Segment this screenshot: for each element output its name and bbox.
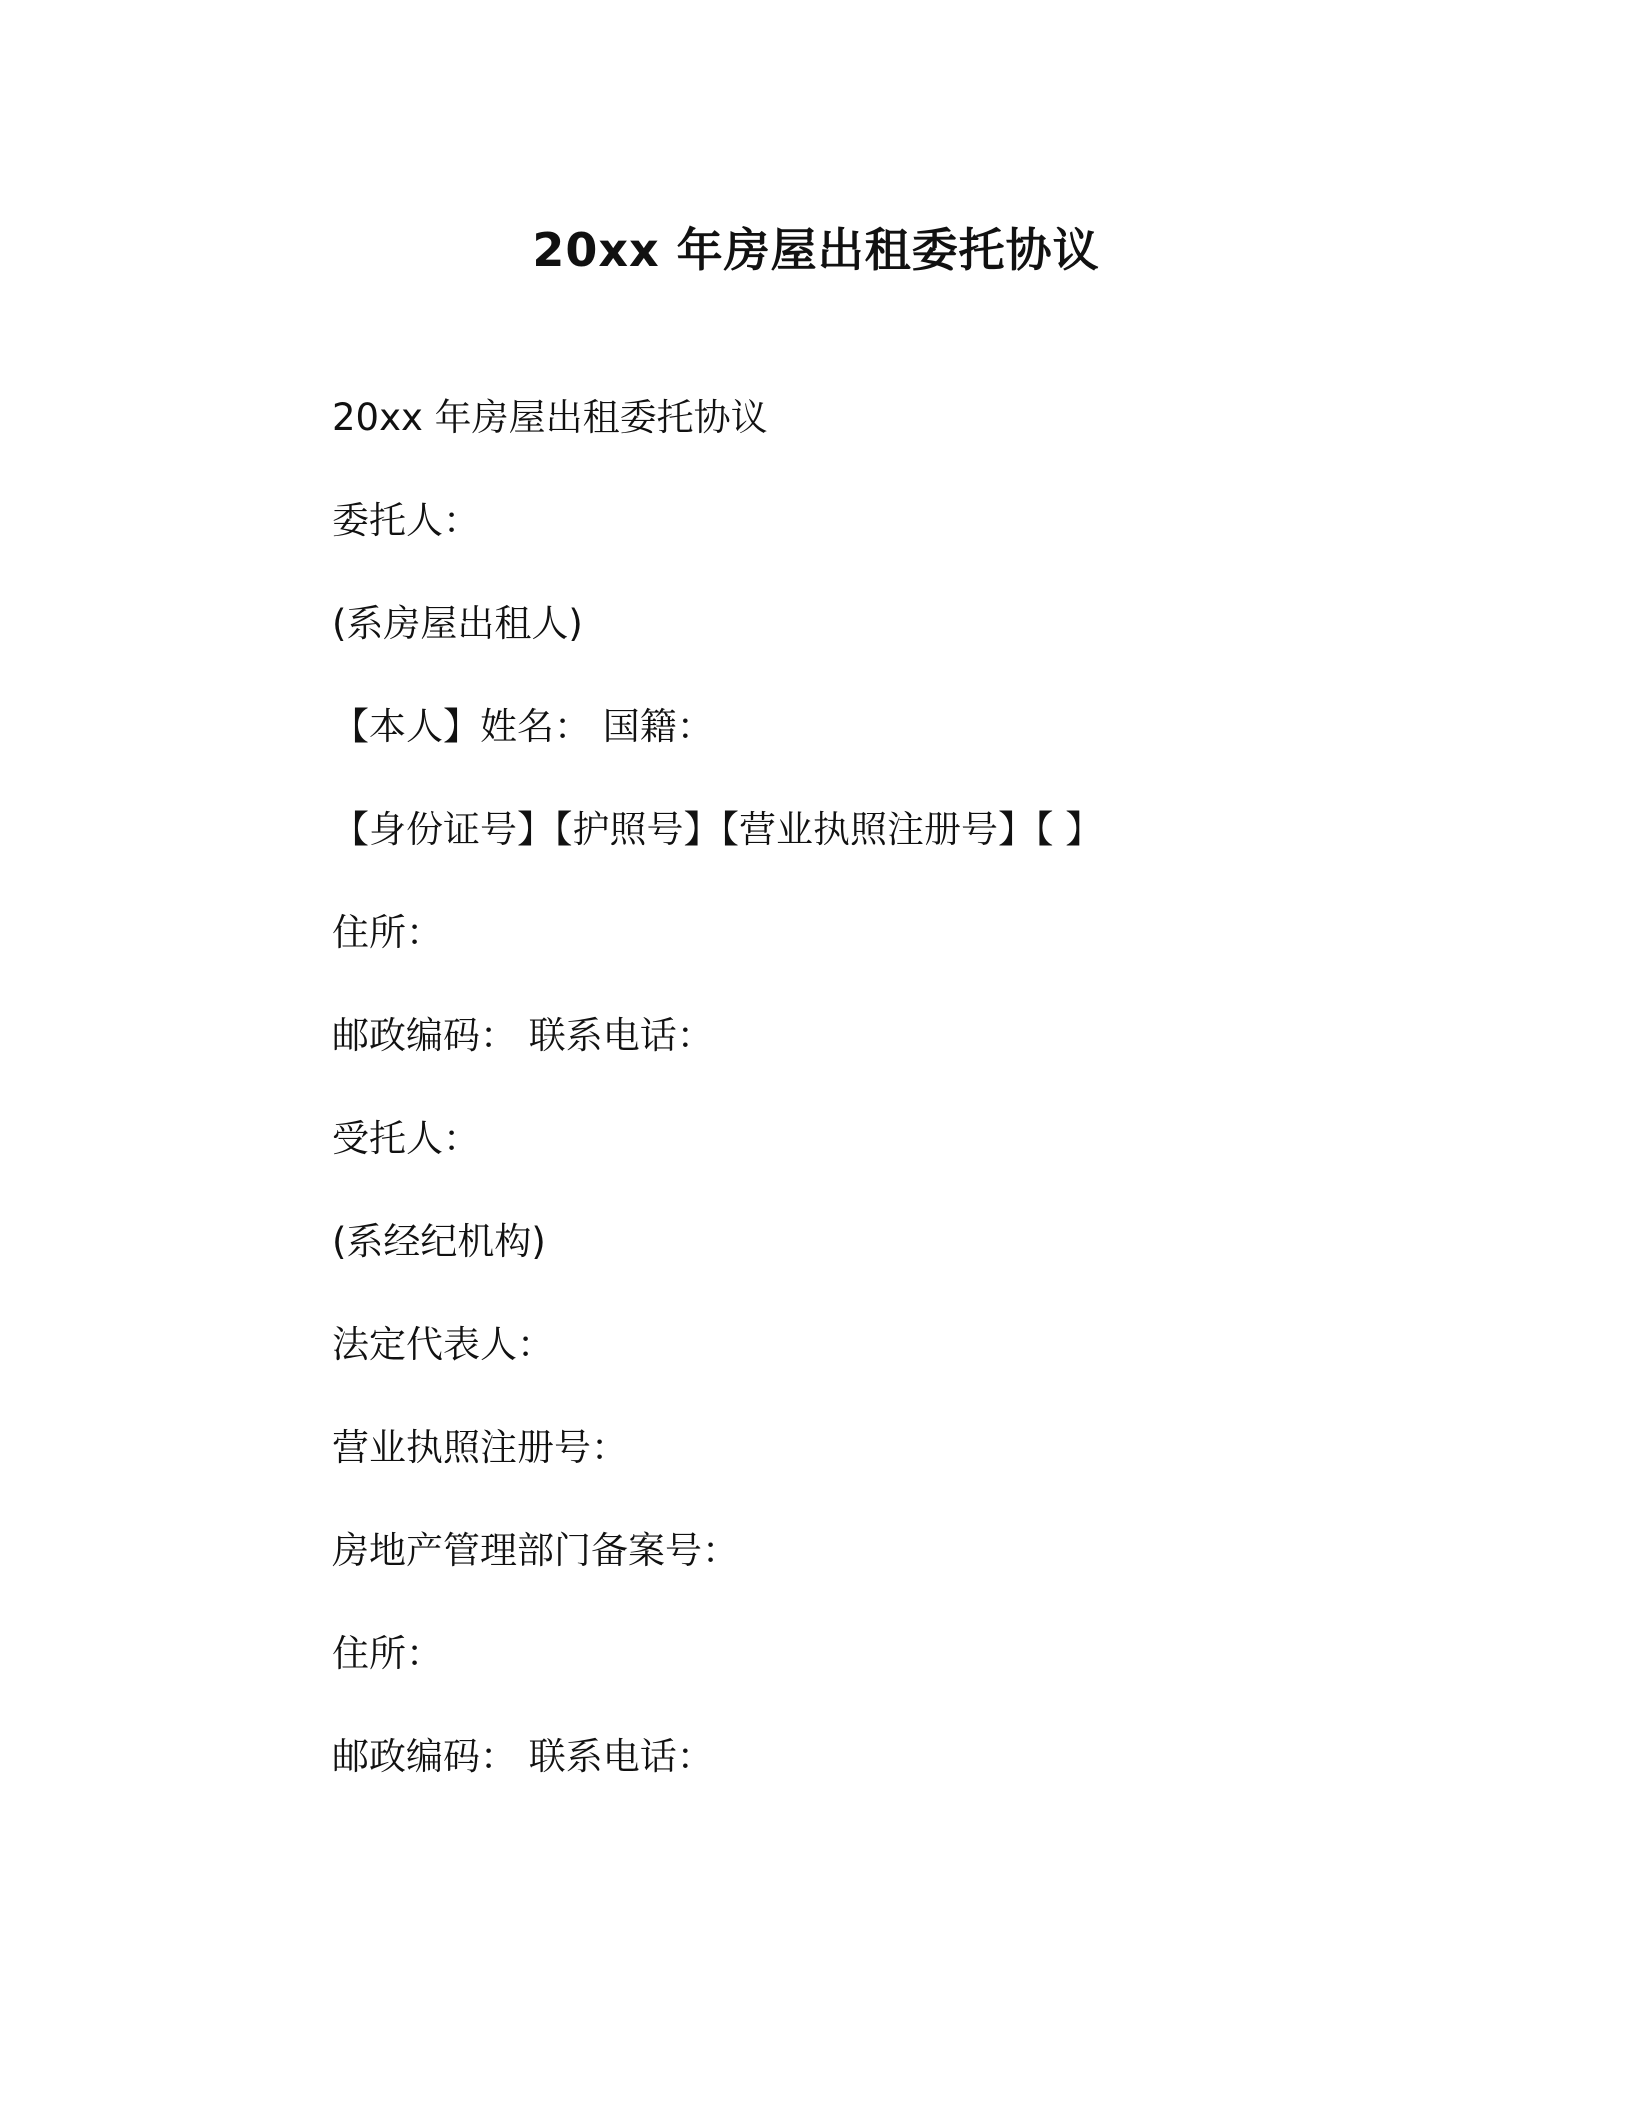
principal-id-type-options: 【身份证号】【护照号】【营业执照注册号】【 】 <box>332 808 1103 851</box>
agent-role-note: (系经纪机构) <box>332 1220 546 1263</box>
principal-label: 委托人： <box>332 499 480 542</box>
agent-postcode-phone: 邮政编码： 联系电话： <box>332 1735 714 1778</box>
subtitle-line: 20xx 年房屋出租委托协议 <box>332 396 768 439</box>
business-license-label: 营业执照注册号： <box>332 1426 628 1469</box>
principal-postcode-phone: 邮政编码： 联系电话： <box>332 1014 714 1057</box>
real-estate-filing-number-label: 房地产管理部门备案号： <box>332 1529 739 1572</box>
document-title: 20xx 年房屋出租委托协议 <box>532 223 1100 277</box>
agent-address-label: 住所： <box>332 1632 443 1675</box>
agent-label: 受托人： <box>332 1117 480 1160</box>
legal-representative-label: 法定代表人： <box>332 1323 554 1366</box>
principal-address-label: 住所： <box>332 911 443 954</box>
principal-name-nationality: 【本人】姓名： 国籍： <box>332 705 714 748</box>
principal-role-note: (系房屋出租人) <box>332 602 583 645</box>
document-body <box>332 388 1332 1830</box>
